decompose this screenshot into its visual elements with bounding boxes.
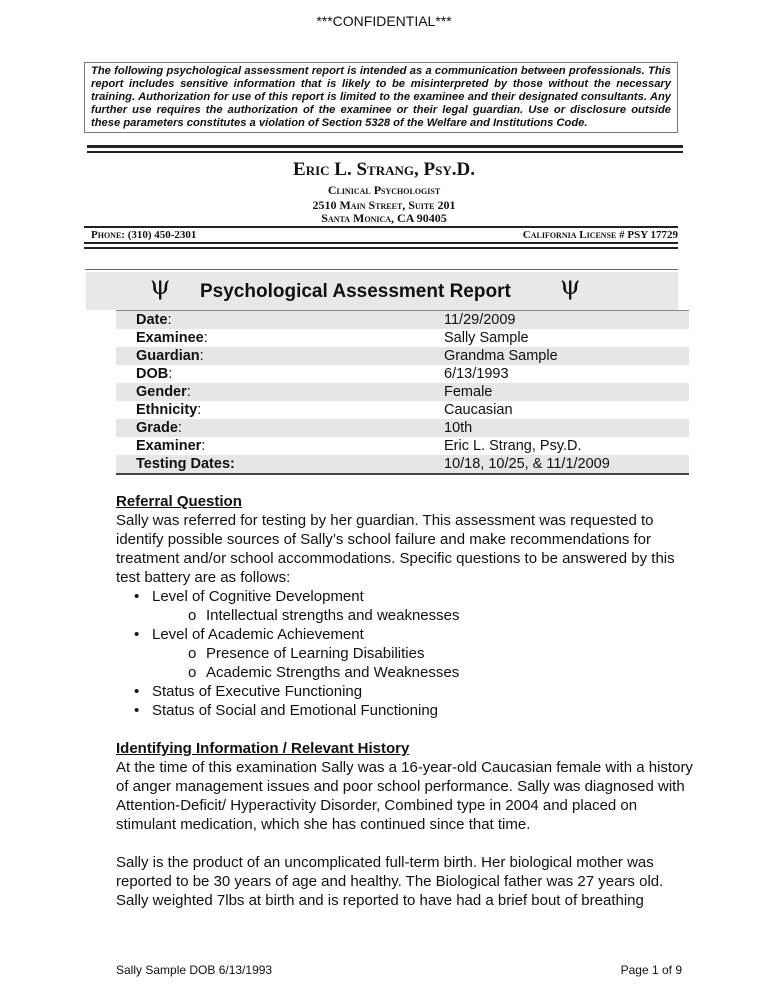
field-label bbox=[116, 419, 444, 437]
address-line-2: Santa Monica, CA 90405 bbox=[321, 211, 447, 225]
divider bbox=[84, 247, 678, 249]
field-value: Sally Sample bbox=[444, 330, 529, 346]
field-value: Female bbox=[444, 384, 493, 400]
psychologist-title: Clinical Psychologist bbox=[327, 183, 441, 197]
divider bbox=[84, 226, 678, 228]
label-text: Ethnicity bbox=[136, 402, 198, 418]
field-value: 6/13/1993 bbox=[444, 366, 509, 382]
label-text: Guardian bbox=[136, 348, 200, 364]
label-text: Examiner bbox=[136, 438, 202, 454]
label-text: Examinee bbox=[136, 330, 204, 346]
field-label bbox=[116, 329, 444, 347]
list-item: • Level of Cognitive Development bbox=[116, 587, 694, 606]
list-item: • Status of Executive Functioning bbox=[116, 682, 694, 701]
label-sep: : bbox=[199, 348, 204, 364]
field-label bbox=[116, 401, 444, 419]
table-row bbox=[116, 311, 689, 330]
confidential-header: ***CONFIDENTIAL*** bbox=[316, 13, 452, 29]
label-sep: : bbox=[203, 330, 208, 346]
confidentiality-notice: The following psychological assessment report is intended as a communication between professionals. This report includes sensitive information that is likely to be misinterpreted by those without the necessary training. Authorization for use of this report is limited to the examinee and their designated consultants. Any further use requires the authorization of the examinee or their legal guardian. Use or disclosure outside these parameters constitutes a violation of Section 5328 of the Welfare and Institutions Code. bbox=[84, 62, 678, 133]
list-item: • Status of Social and Emotional Functioning bbox=[116, 701, 694, 720]
section-heading: Identifying Information / Relevant History bbox=[116, 740, 410, 757]
field-label bbox=[116, 383, 444, 401]
label-sep: : bbox=[167, 312, 172, 328]
table-row bbox=[116, 347, 689, 365]
history-paragraph: At the time of this examination Sally was a 16-year-old Caucasian female with a history of anger management issues and poor school performance. Sally was diagnosed with Attention-Deficit/ Hyperactivity Disorder, Combined type in 2004 and placed on stimulant medication, which she has continued since that time. bbox=[116, 759, 693, 833]
table-row bbox=[116, 419, 689, 437]
field-value: Caucasian bbox=[444, 402, 513, 418]
spacer bbox=[116, 720, 694, 739]
psi-icon: ψ bbox=[150, 271, 171, 301]
label-sep: : bbox=[177, 420, 182, 436]
list-item: o Presence of Learning Disabilities bbox=[116, 644, 694, 663]
label-text: Grade bbox=[136, 420, 178, 436]
demographics-table bbox=[116, 310, 689, 475]
field-value: Grandma Sample bbox=[444, 348, 558, 364]
label-sep: : bbox=[186, 384, 191, 400]
list-item: o Academic Strengths and Weaknesses bbox=[116, 663, 694, 682]
field-value: 10th bbox=[444, 420, 473, 436]
footer-left: Sally Sample DOB 6/13/1993 bbox=[116, 963, 273, 977]
table-row bbox=[116, 329, 689, 347]
divider bbox=[84, 242, 678, 244]
table-row bbox=[116, 383, 689, 401]
table-row bbox=[116, 455, 689, 474]
report-body bbox=[116, 492, 694, 910]
history-section bbox=[116, 739, 694, 910]
referral-section bbox=[116, 492, 694, 720]
referral-list bbox=[116, 587, 694, 720]
address-line-1: 2510 Main Street, Suite 201 bbox=[312, 198, 456, 212]
divider bbox=[87, 151, 683, 153]
table-row bbox=[116, 437, 689, 455]
field-label bbox=[116, 365, 444, 383]
label-sep: : bbox=[168, 366, 173, 382]
label-sep: : bbox=[201, 438, 206, 454]
label-text: DOB bbox=[136, 366, 169, 382]
label-text: Testing Dates: bbox=[136, 456, 235, 472]
field-label bbox=[116, 347, 444, 365]
field-value: Eric L. Strang, Psy.D. bbox=[444, 438, 582, 454]
label-text: Gender bbox=[136, 384, 187, 400]
field-value: 10/18, 10/25, & 11/1/2009 bbox=[444, 456, 610, 472]
field-label bbox=[116, 311, 444, 330]
label-sep: : bbox=[197, 402, 202, 418]
referral-text: Sally was referred for testing by her guardian. This assessment was requested to identify possible sources of Sally’s school failure and make recommendations for treatment and/or school accommodations. Specific questions to be answered by this test battery are as follows: bbox=[116, 512, 675, 586]
divider bbox=[87, 145, 683, 148]
list-item: o Intellectual strengths and weaknesses bbox=[116, 606, 694, 625]
field-value: 11/29/2009 bbox=[444, 312, 516, 328]
field-label bbox=[116, 437, 444, 455]
field-label bbox=[116, 455, 444, 474]
history-paragraph: Sally is the product of an uncomplicated full-term birth. Her biological mother was reported to be 30 years of age and healthy. The Biological father was 27 years old. Sally weighted 7lbs at birth and is reported to have had a brief bout of breathing bbox=[116, 854, 664, 909]
list-item: • Level of Academic Achievement bbox=[116, 625, 694, 644]
page-number: Page 1 of 9 bbox=[620, 963, 682, 977]
psychologist-name: Eric L. Strang, Psy.D. bbox=[293, 159, 475, 180]
table-row bbox=[116, 401, 689, 419]
section-heading: Referral Question bbox=[116, 493, 242, 510]
phone: Phone: (310) 450-2301 bbox=[91, 229, 197, 241]
divider bbox=[85, 269, 678, 270]
label-text: Date bbox=[136, 312, 168, 328]
license: California License # PSY 17729 bbox=[522, 229, 678, 241]
spacer bbox=[116, 834, 694, 853]
table-row bbox=[116, 365, 689, 383]
psi-icon: ψ bbox=[560, 271, 581, 301]
report-title: Psychological Assessment Report bbox=[200, 281, 511, 302]
